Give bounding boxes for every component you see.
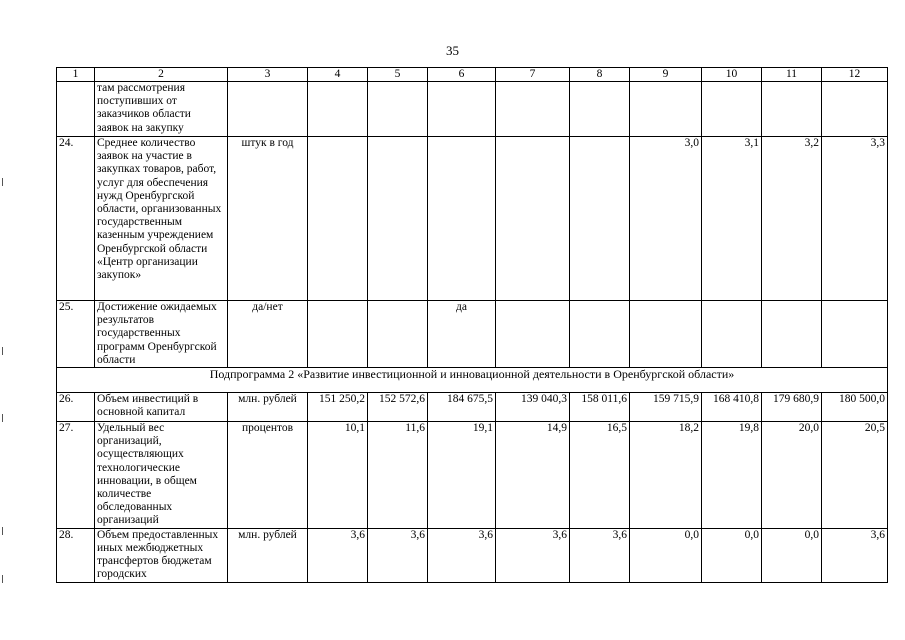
value-cell: 151 250,2 xyxy=(308,393,368,422)
value-cell: 0,0 xyxy=(762,528,822,582)
row-number: 24. xyxy=(57,137,95,301)
header-cell: 6 xyxy=(428,68,496,82)
row-number: 28. xyxy=(57,528,95,582)
value-cell xyxy=(570,82,630,137)
value-cell xyxy=(822,82,888,137)
table-row xyxy=(57,137,888,301)
value-cell xyxy=(702,301,762,368)
value-cell: 168 410,8 xyxy=(702,393,762,422)
value-cell: 3,6 xyxy=(308,528,368,582)
header-row xyxy=(57,68,888,82)
value-cell xyxy=(368,301,428,368)
value-cell xyxy=(308,82,368,137)
indicator-name: Удельный вес организаций, осуществляющих технологические инновации, в общем количестве обследованных организаций xyxy=(95,422,228,529)
margin-mark xyxy=(2,575,3,583)
value-cell xyxy=(496,82,570,137)
header-cell: 12 xyxy=(822,68,888,82)
row-number: 26. xyxy=(57,393,95,422)
value-cell xyxy=(630,82,702,137)
value-cell xyxy=(428,137,496,301)
value-cell: да xyxy=(428,301,496,368)
header-cell: 4 xyxy=(308,68,368,82)
value-cell: 0,0 xyxy=(630,528,702,582)
indicator-name: Объем инвестиций в основной капитал xyxy=(95,393,228,422)
value-cell xyxy=(308,301,368,368)
indicators-table xyxy=(56,67,888,583)
header-cell: 2 xyxy=(95,68,228,82)
value-cell: 179 680,9 xyxy=(762,393,822,422)
value-cell: 3,2 xyxy=(762,137,822,301)
header-cell: 9 xyxy=(630,68,702,82)
value-cell: 139 040,3 xyxy=(496,393,570,422)
value-cell: 20,0 xyxy=(762,422,822,529)
header-cell: 8 xyxy=(570,68,630,82)
header-cell: 7 xyxy=(496,68,570,82)
table-row xyxy=(57,528,888,582)
indicator-name: Среднее количество заявок на участие в закупках товаров, работ, услуг для обеспечения нужд Оренбургской области, организованных государственным казенным учреждением Оренбургской области «Центр организации закупок» xyxy=(95,137,228,301)
page-number: 35 xyxy=(446,43,459,58)
header-cell: 5 xyxy=(368,68,428,82)
value-cell: 3,6 xyxy=(428,528,496,582)
value-cell: 180 500,0 xyxy=(822,393,888,422)
value-cell: 11,6 xyxy=(368,422,428,529)
value-cell: 184 675,5 xyxy=(428,393,496,422)
row-number: 27. xyxy=(57,422,95,529)
row-number xyxy=(57,82,95,137)
unit-cell: процентов xyxy=(228,422,308,529)
table-row xyxy=(57,82,888,137)
value-cell xyxy=(762,301,822,368)
value-cell: 159 715,9 xyxy=(630,393,702,422)
value-cell xyxy=(308,137,368,301)
margin-mark xyxy=(2,414,3,422)
value-cell: 19,8 xyxy=(702,422,762,529)
value-cell: 3,6 xyxy=(570,528,630,582)
value-cell: 3,6 xyxy=(822,528,888,582)
value-cell: 158 011,6 xyxy=(570,393,630,422)
unit-cell: да/нет xyxy=(228,301,308,368)
value-cell xyxy=(496,301,570,368)
indicator-name: там рассмотрения поступивших от заказчиков области заявок на закупку xyxy=(95,82,228,137)
value-cell: 0,0 xyxy=(702,528,762,582)
value-cell: 3,3 xyxy=(822,137,888,301)
subprogram-row xyxy=(57,368,888,393)
header-cell: 11 xyxy=(762,68,822,82)
subprogram-title: Подпрограмма 2 «Развитие инвестиционной и инновационной деятельности в Оренбургской области» xyxy=(57,368,888,393)
unit-cell: млн. рублей xyxy=(228,393,308,422)
header-cell: 1 xyxy=(57,68,95,82)
value-cell: 3,6 xyxy=(496,528,570,582)
indicator-name: Объем предоставленных иных межбюджетных трансфертов бюджетам городских xyxy=(95,528,228,582)
value-cell xyxy=(570,137,630,301)
value-cell: 152 572,6 xyxy=(368,393,428,422)
value-cell xyxy=(368,137,428,301)
value-cell: 14,9 xyxy=(496,422,570,529)
value-cell xyxy=(496,137,570,301)
value-cell xyxy=(762,82,822,137)
unit-cell: млн. рублей xyxy=(228,528,308,582)
unit-cell: штук в год xyxy=(228,137,308,301)
table-row xyxy=(57,393,888,422)
value-cell: 20,5 xyxy=(822,422,888,529)
header-cell: 10 xyxy=(702,68,762,82)
margin-mark xyxy=(2,527,3,535)
value-cell: 10,1 xyxy=(308,422,368,529)
margin-mark xyxy=(2,178,3,186)
value-cell xyxy=(570,301,630,368)
value-cell xyxy=(368,82,428,137)
row-number: 25. xyxy=(57,301,95,368)
value-cell: 3,0 xyxy=(630,137,702,301)
unit-cell xyxy=(228,82,308,137)
margin-mark xyxy=(2,347,3,355)
value-cell xyxy=(702,82,762,137)
table-row xyxy=(57,301,888,368)
value-cell: 18,2 xyxy=(630,422,702,529)
value-cell: 16,5 xyxy=(570,422,630,529)
value-cell: 3,6 xyxy=(368,528,428,582)
value-cell xyxy=(822,301,888,368)
indicator-name: Достижение ожидаемых результатов государственных программ Оренбургской области xyxy=(95,301,228,368)
value-cell xyxy=(630,301,702,368)
header-cell: 3 xyxy=(228,68,308,82)
value-cell xyxy=(428,82,496,137)
table-row xyxy=(57,422,888,529)
value-cell: 19,1 xyxy=(428,422,496,529)
value-cell: 3,1 xyxy=(702,137,762,301)
